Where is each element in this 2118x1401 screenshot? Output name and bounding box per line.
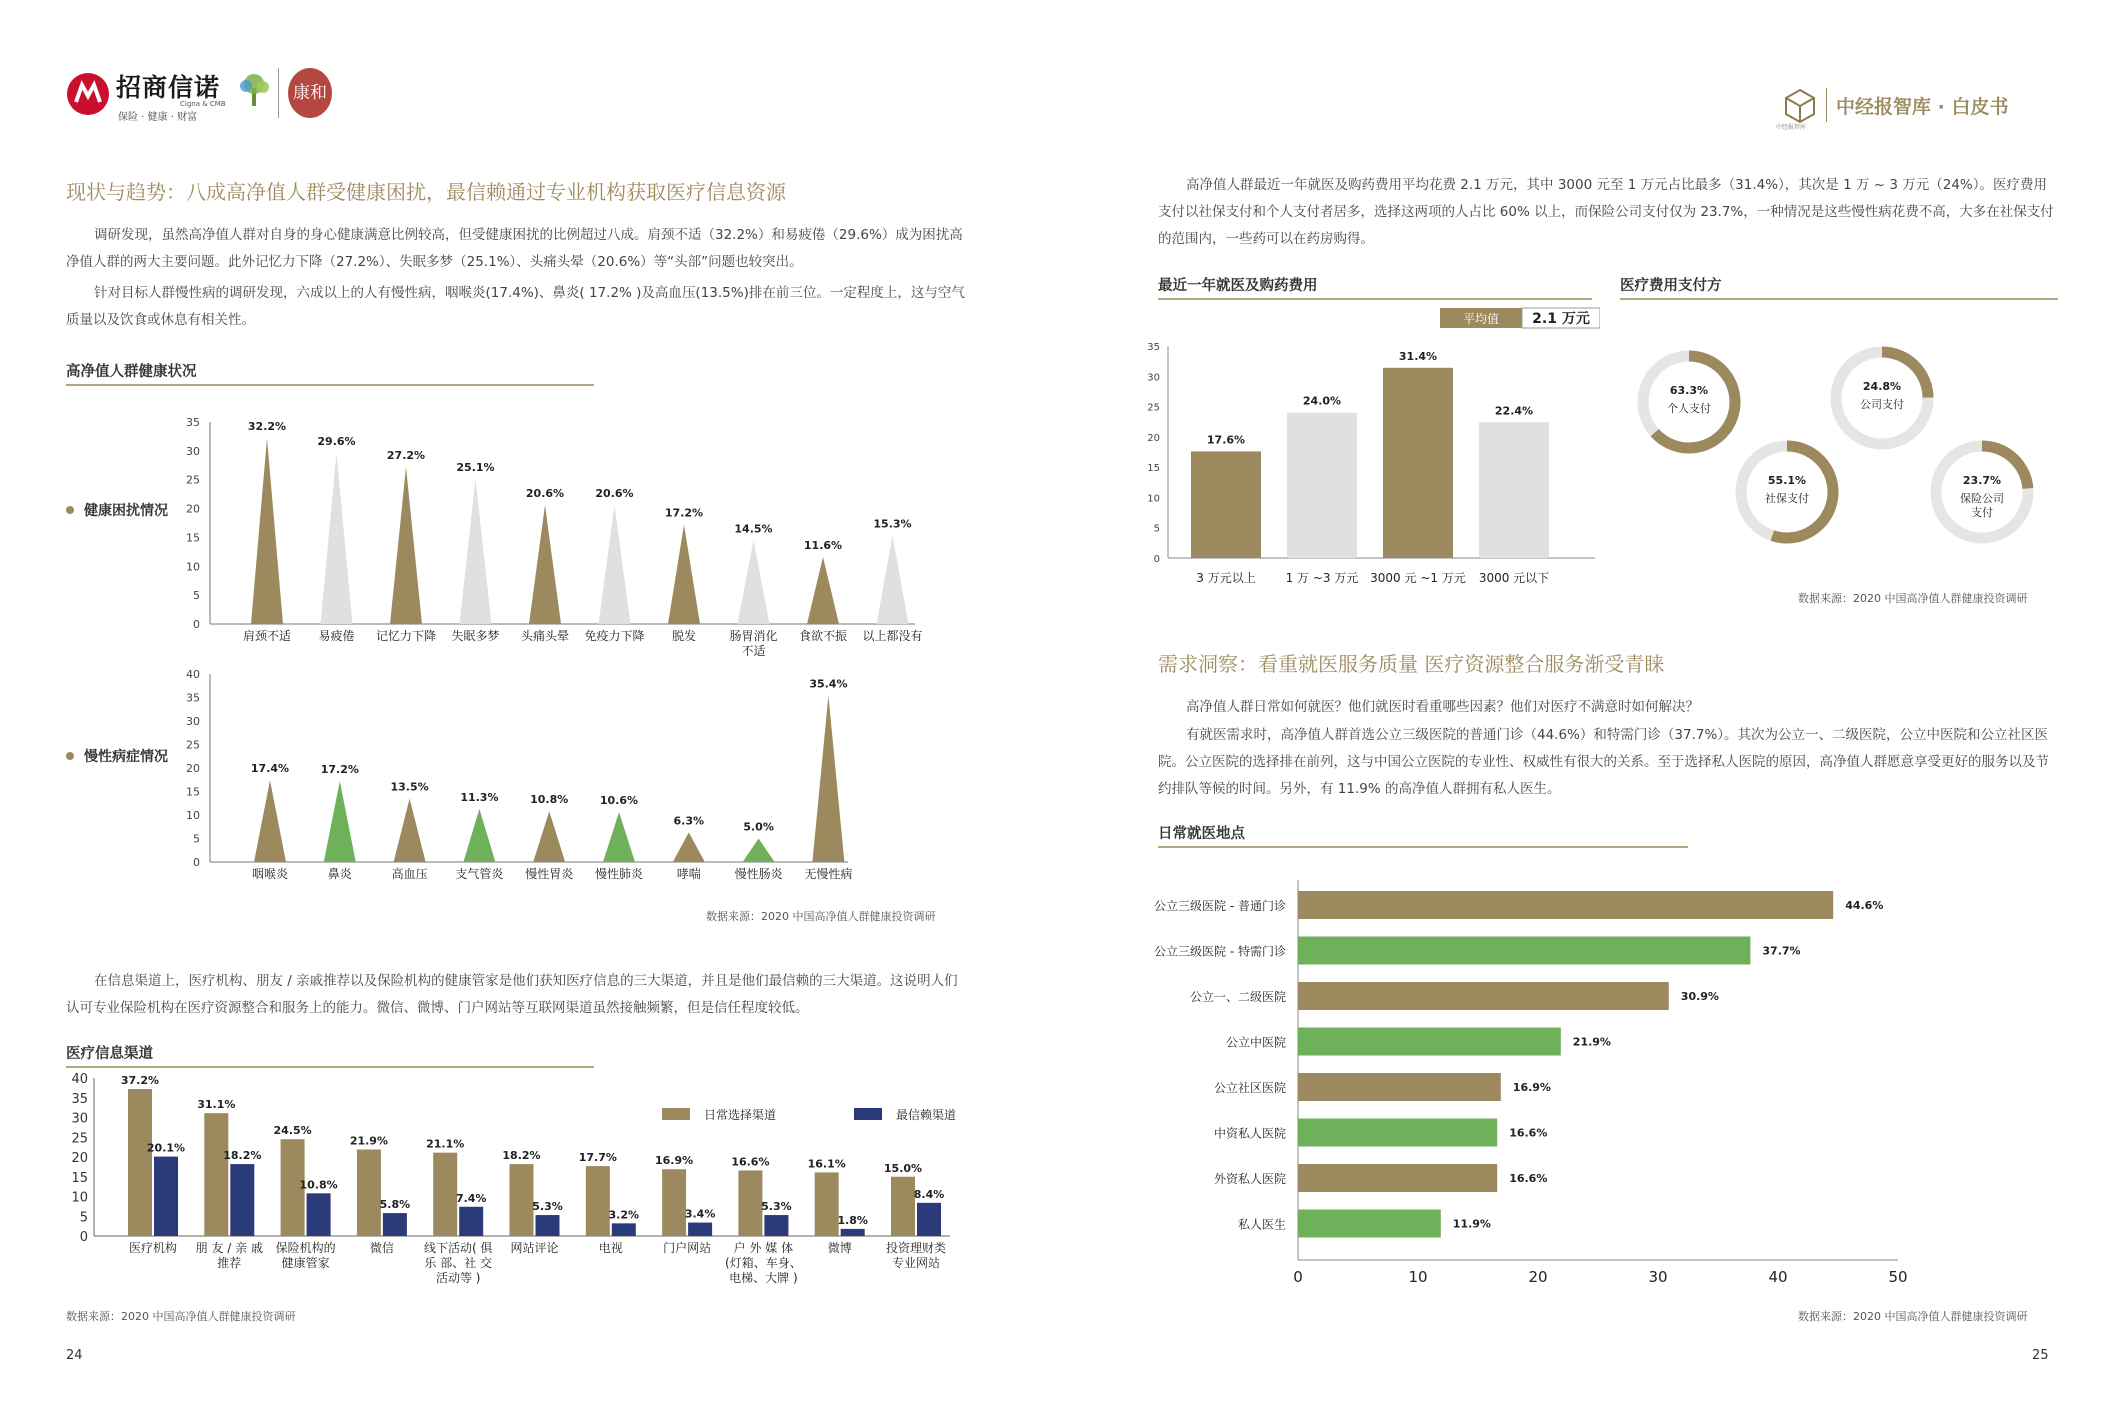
zjb-header xyxy=(1776,84,2040,131)
spike-mark xyxy=(394,799,426,862)
zjb-logo-small: 中经报智库 xyxy=(1776,124,1807,131)
data-label: 17.6% xyxy=(1206,433,1246,447)
data-label: 10.6% xyxy=(599,794,639,808)
category-label: 3000 元 ~1 万元 xyxy=(1370,571,1466,585)
data-label: 37.7% xyxy=(1762,944,1801,958)
x-tick-label: 0 xyxy=(1293,1268,1303,1286)
spike-mark xyxy=(324,781,356,862)
header-divider xyxy=(1826,88,1827,122)
paragraph-channels: 在信息渠道上，医疗机构、朋友 / 亲戚推荐以及保险机构的健康管家是他们获知医疗信息的三大渠道，并且是他们最信赖的三大渠道。这说明人们认可专业保险机构在医疗资源整合和服务上的能力。微信、微博、门户网站等互联网渠道虽然接触频繁，但是信任程度较低。 xyxy=(66,973,958,1016)
bar-mark xyxy=(459,1207,483,1236)
legend-swatch xyxy=(854,1108,882,1120)
y-tick-label: 35 xyxy=(1147,342,1160,353)
legend-label: 日常选择渠道 xyxy=(704,1108,777,1122)
y-tick-label: 30 xyxy=(71,1111,88,1127)
legend-swatch xyxy=(662,1108,690,1120)
data-label: 6.3% xyxy=(673,814,705,828)
data-label: 24.0% xyxy=(1302,394,1342,408)
category-label: 朋 友 / 亲 戚推荐 xyxy=(195,1241,263,1270)
x-tick-label: 30 xyxy=(1648,1268,1668,1286)
cigna-logo xyxy=(66,66,336,126)
category-label: 无慢性病 xyxy=(804,867,853,881)
series-label: 健康困扰情况 xyxy=(84,503,168,519)
data-label: 16.6% xyxy=(731,1155,770,1169)
data-label: 15.0% xyxy=(883,1161,923,1175)
y-tick-label: 35 xyxy=(186,691,200,705)
category-label: 记忆力下降 xyxy=(375,629,437,643)
category-label: 医疗机构 xyxy=(128,1241,178,1255)
category-label: 户 外 媒 体(灯箱、车身、电梯、大牌 ) xyxy=(725,1241,802,1285)
data-label: 20.6% xyxy=(525,487,565,501)
y-tick-label: 25 xyxy=(71,1131,88,1147)
category-label: 肩颈不适 xyxy=(242,629,292,643)
x-tick-label: 50 xyxy=(1888,1268,1908,1286)
category-label: 微信 xyxy=(369,1241,394,1255)
y-tick-label: 25 xyxy=(1147,402,1160,414)
y-tick-label: 5 xyxy=(79,1210,88,1226)
chart-title-rule xyxy=(1158,298,1592,300)
x-tick-label: 10 xyxy=(1408,1268,1428,1286)
data-label: 5.3% xyxy=(532,1200,563,1214)
category-label: 网站评论 xyxy=(510,1241,559,1255)
bar-mark xyxy=(1298,1073,1501,1101)
y-tick-label: 20 xyxy=(71,1151,88,1166)
y-tick-label: 20 xyxy=(186,762,200,775)
chronic-chart xyxy=(60,668,960,900)
data-label: 5.8% xyxy=(379,1198,411,1212)
data-label: 32.2% xyxy=(247,420,287,434)
logo-divider xyxy=(278,68,279,118)
data-label: 18.2% xyxy=(223,1149,262,1163)
data-label: 7.4% xyxy=(455,1191,487,1205)
y-tick-label: 5 xyxy=(193,832,200,846)
x-tick-label: 20 xyxy=(1528,1268,1548,1286)
data-label: 24.5% xyxy=(273,1124,312,1138)
bar-mark xyxy=(1298,1164,1497,1192)
spike-mark xyxy=(390,467,422,624)
bar-mark xyxy=(738,1170,762,1236)
seal-text: 康和 xyxy=(293,83,327,103)
data-label: 13.5% xyxy=(390,780,429,794)
chart-title-rule xyxy=(66,1066,594,1068)
category-label: 3 万元以上 xyxy=(1196,571,1256,585)
category-label: 公立社区医院 xyxy=(1213,1081,1286,1095)
category-label: 失眠多梦 xyxy=(451,629,500,643)
chart-title-hospital: 日常就医地点 xyxy=(1158,826,1245,842)
data-label: 1.8% xyxy=(837,1213,868,1227)
category-label: 门户网站 xyxy=(663,1241,712,1255)
y-tick-label: 20 xyxy=(186,502,200,516)
y-tick-label: 35 xyxy=(186,416,200,429)
spike-mark xyxy=(877,536,909,624)
bar-mark xyxy=(1298,1028,1561,1056)
y-tick-label: 0 xyxy=(79,1230,88,1245)
category-label: 公立一、二级医院 xyxy=(1189,990,1286,1004)
y-tick-label: 15 xyxy=(71,1170,88,1186)
page-number-right: 25 xyxy=(2032,1348,2049,1363)
spike-mark xyxy=(668,525,700,624)
y-tick-label: 0 xyxy=(193,618,200,631)
y-tick-label: 10 xyxy=(1147,493,1160,505)
y-tick-label: 40 xyxy=(71,1072,88,1087)
brand-tagline: 保险 · 健康 · 财富 xyxy=(118,112,198,123)
data-label: 30.9% xyxy=(1680,990,1719,1003)
spike-mark xyxy=(529,505,561,624)
category-label: 公立中医院 xyxy=(1225,1035,1286,1050)
data-label: 16.1% xyxy=(807,1157,846,1171)
page-number-left: 24 xyxy=(66,1348,83,1363)
donut-name: 社保支付 xyxy=(1765,492,1809,505)
section-title-trend: 现状与趋势：八成高净值人群受健康困扰，最信赖通过专业机构获取医疗信息资源 xyxy=(66,180,786,204)
bar-mark xyxy=(510,1164,534,1236)
channels-chart xyxy=(50,1070,980,1308)
bar-mark xyxy=(307,1193,331,1236)
bar-mark xyxy=(586,1166,610,1236)
donut-name: 个人支付 xyxy=(1667,402,1711,415)
bar-mark xyxy=(1191,451,1261,558)
bar-mark xyxy=(1287,413,1357,558)
category-label: 易疲倦 xyxy=(318,629,355,643)
x-tick-label: 40 xyxy=(1768,1268,1788,1286)
category-label: 微博 xyxy=(827,1241,852,1255)
bar-mark xyxy=(815,1172,839,1236)
bar-mark xyxy=(891,1177,915,1236)
data-label: 17.7% xyxy=(578,1151,617,1165)
bar-mark xyxy=(662,1169,686,1236)
spike-mark xyxy=(603,812,635,862)
legend-dot xyxy=(66,506,74,514)
bar-mark xyxy=(154,1157,178,1236)
data-label: 11.9% xyxy=(1452,1217,1491,1231)
bar-mark xyxy=(1298,891,1833,919)
data-label: 14.5% xyxy=(734,522,773,536)
series-label: 慢性病症情况 xyxy=(84,749,168,765)
category-label: 中资私人医院 xyxy=(1213,1126,1286,1141)
cmb-logo-icon xyxy=(66,72,110,116)
category-label: 脱发 xyxy=(671,629,697,643)
tree-icon xyxy=(236,70,272,110)
section-title-demand: 需求洞察：看重就医服务质量 医疗资源整合服务渐受青睐 xyxy=(1158,652,1665,676)
source-note-2: 数据来源：2020 中国高净值人群健康投资调研 xyxy=(66,1310,296,1323)
bar-mark xyxy=(764,1215,788,1236)
data-label: 8.4% xyxy=(913,1187,945,1201)
y-tick-label: 35 xyxy=(71,1091,88,1107)
y-tick-label: 25 xyxy=(186,738,200,752)
y-tick-label: 40 xyxy=(186,668,200,681)
y-tick-label: 0 xyxy=(1153,554,1160,565)
category-label: 免疫力下降 xyxy=(584,629,645,643)
category-label: 慢性肺炎 xyxy=(594,867,644,881)
bar-mark xyxy=(433,1153,457,1236)
y-tick-label: 10 xyxy=(186,809,200,822)
bar-mark xyxy=(1298,1210,1441,1238)
category-label: 线下活动( 俱乐 部、社 交活动等 ) xyxy=(423,1241,493,1285)
y-tick-label: 0 xyxy=(193,856,200,869)
donut-value: 55.1% xyxy=(1767,474,1807,487)
category-label: 公立三级医院 - 普通门诊 xyxy=(1154,899,1286,913)
category-label: 1 万 ~3 万元 xyxy=(1285,571,1359,585)
bar-mark xyxy=(230,1164,254,1236)
data-label: 27.2% xyxy=(386,449,426,463)
data-label: 21.9% xyxy=(1572,1035,1611,1049)
y-tick-label: 5 xyxy=(1153,523,1160,535)
hospital-chart xyxy=(1150,880,2070,1300)
brand-name: 招商信诺 xyxy=(116,73,221,102)
spike-mark xyxy=(251,438,283,624)
chart-title-health: 高净值人群健康状况 xyxy=(66,364,197,380)
category-label: 食欲不振 xyxy=(798,629,848,643)
data-label: 21.9% xyxy=(349,1134,388,1148)
chart-title-rule xyxy=(1620,298,2058,300)
cost-chart xyxy=(1140,302,1600,592)
y-tick-label: 30 xyxy=(186,444,200,458)
data-label: 10.8% xyxy=(530,793,569,807)
spike-mark xyxy=(812,696,844,862)
category-label: 外资私人医院 xyxy=(1213,1172,1286,1186)
category-label: 头痛头晕 xyxy=(520,629,570,643)
legend-dot xyxy=(66,752,74,760)
bar-mark xyxy=(1298,937,1750,965)
donut-name: 公司支付 xyxy=(1860,398,1904,411)
spike-mark xyxy=(463,809,495,862)
spike-mark xyxy=(533,811,565,862)
data-label: 11.3% xyxy=(460,790,499,804)
bar-mark xyxy=(357,1149,381,1236)
avg-value: 2.1 万元 xyxy=(1532,311,1590,327)
data-label: 16.9% xyxy=(655,1154,694,1168)
source-note-4: 数据来源：2020 中国高净值人群健康投资调研 xyxy=(1798,1310,2028,1323)
spike-mark xyxy=(321,453,353,624)
category-label: 3000 元以下 xyxy=(1478,571,1550,585)
bar-mark xyxy=(1383,368,1453,558)
category-label: 保险机构的健康管家 xyxy=(275,1241,336,1270)
box-logo-icon xyxy=(1780,86,1820,126)
data-label: 3.2% xyxy=(608,1208,640,1222)
data-label: 17.2% xyxy=(664,506,704,520)
paragraph-cost-intro: 高净值人群最近一年就医及购药费用平均花费 2.1 万元，其中 3000 元至 1 万元占比最多（31.4%），其次是 1 万 ~ 3 万元（24%）。医疗费用支付以社保支付和个人支付者居多，选择这两项的人占比 60% 以上，而保险公司支付仅为 23.7%，一种情况是这些慢性病花费不高，大多在社保支付的范围内，一些药可以在药房购得。 xyxy=(1158,177,2054,247)
spike-mark xyxy=(743,839,775,863)
avg-label: 平均值 xyxy=(1462,312,1500,326)
donut-value: 63.3% xyxy=(1669,384,1709,397)
y-tick-label: 5 xyxy=(193,589,200,603)
data-label: 15.3% xyxy=(873,517,912,531)
paragraph-question: 高净值人群日常如何就医？他们就医时看重哪些因素？他们对医疗不满意时如何解决？ xyxy=(1186,699,1699,715)
category-label: 慢性肠炎 xyxy=(734,867,783,881)
header-brand-title: 中经报智库 · 白皮书 xyxy=(1836,96,2009,118)
source-note-1: 数据来源：2020 中国高净值人群健康投资调研 xyxy=(706,910,936,923)
bar-mark xyxy=(536,1215,560,1236)
y-tick-label: 10 xyxy=(71,1190,88,1206)
data-label: 35.4% xyxy=(809,677,848,691)
y-tick-label: 15 xyxy=(1147,463,1160,475)
y-tick-label: 15 xyxy=(186,531,200,545)
paragraph-1: 调研发现，虽然高净值人群对自身的身心健康满意比例较高，但受健康困扰的比例超过八成。肩颈不适（32.2%）和易疲倦（29.6%）成为困扰高净值人群的两大主要问题。此外记忆力下降（27.2%）、失眠多梦（25.1%）、头痛头晕（20.6%）等“头部”问题也较突出。 xyxy=(66,227,963,270)
data-label: 5.3% xyxy=(761,1200,792,1214)
category-label: 慢性胃炎 xyxy=(525,867,574,881)
chart-title-rule xyxy=(1158,846,1688,848)
y-tick-label: 10 xyxy=(186,560,200,574)
category-label: 以上都没有 xyxy=(862,629,923,643)
bar-mark xyxy=(383,1213,407,1236)
y-tick-label: 25 xyxy=(186,473,200,487)
data-label: 5.0% xyxy=(743,820,774,834)
data-label: 17.2% xyxy=(320,763,359,777)
category-label: 肠胃消化不适 xyxy=(729,629,778,658)
category-label: 支气管炎 xyxy=(455,867,504,881)
paragraph-2: 针对目标人群慢性病的调研发现，六成以上的人有慢性病，咽喉炎(17.4%)、鼻炎( 17.2% )及高血压(13.5%)排在前三位。一定程度上，这与空气质量以及饮食或休息有相关性。 xyxy=(66,285,965,328)
data-label: 25.1% xyxy=(456,461,495,475)
category-label: 电视 xyxy=(598,1241,623,1255)
data-label: 29.6% xyxy=(317,435,356,449)
data-label: 16.6% xyxy=(1509,1126,1548,1140)
data-label: 17.4% xyxy=(250,762,290,776)
data-label: 21.1% xyxy=(426,1137,465,1151)
category-label: 公立三级医院 - 特需门诊 xyxy=(1154,944,1286,959)
chart-title-channels: 医疗信息渠道 xyxy=(66,1046,153,1062)
payment-chart xyxy=(1620,330,2060,560)
bar-mark xyxy=(688,1223,712,1236)
spike-mark xyxy=(673,832,705,862)
paragraph-hospital: 有就医需求时，高净值人群首选公立三级医院的普通门诊（44.6%）和特需门诊（37.7%）。其次为公立一、二级医院，公立中医院和公立社区医院。公立医院的选择排在前列，这与中国公立医院的专业性、权威性有很大的关系。至于选择私人医院的原因，高净值人群愿意享受更好的服务以及节约排队等候的时间。另外，有 11.9% 的高净值人群拥有私人医生。 xyxy=(1158,727,2049,797)
data-label: 16.6% xyxy=(1509,1172,1548,1185)
data-label: 3.4% xyxy=(684,1207,716,1221)
category-label: 哮喘 xyxy=(676,867,701,881)
data-label: 44.6% xyxy=(1845,899,1884,912)
spike-mark xyxy=(254,780,286,862)
data-label: 20.6% xyxy=(595,487,634,501)
data-label: 20.1% xyxy=(146,1141,186,1155)
bar-mark xyxy=(1479,422,1549,558)
chart-title-cost: 最近一年就医及购药费用 xyxy=(1158,278,1318,294)
health-chart xyxy=(60,406,960,668)
spike-mark xyxy=(807,557,839,624)
bar-mark xyxy=(612,1223,636,1236)
bar-mark xyxy=(128,1089,152,1236)
spike-mark xyxy=(599,505,631,624)
y-tick-label: 20 xyxy=(1147,432,1160,444)
bar-mark xyxy=(204,1113,228,1236)
source-note-3: 数据来源：2020 中国高净值人群健康投资调研 xyxy=(1798,592,2028,605)
y-tick-label: 30 xyxy=(186,715,200,728)
spike-mark xyxy=(460,479,492,624)
data-label: 31.4% xyxy=(1398,349,1438,363)
seal-logo xyxy=(288,68,332,118)
bar-mark xyxy=(917,1203,941,1236)
data-label: 10.8% xyxy=(299,1178,338,1192)
data-label: 18.2% xyxy=(502,1149,541,1163)
category-label: 高血压 xyxy=(391,867,428,881)
category-label: 鼻炎 xyxy=(327,867,352,881)
category-label: 私人医生 xyxy=(1237,1217,1286,1232)
data-label: 16.9% xyxy=(1512,1081,1551,1094)
data-label: 31.1% xyxy=(197,1098,236,1112)
bar-mark xyxy=(1298,982,1669,1010)
y-tick-label: 30 xyxy=(1147,372,1160,384)
bar-mark xyxy=(1298,1119,1497,1147)
category-label: 咽喉炎 xyxy=(251,867,289,881)
chart-title-payment: 医疗费用支付方 xyxy=(1620,278,1722,294)
donut-value: 24.8% xyxy=(1862,380,1902,393)
brand-name-en: Cigna & CMB xyxy=(180,100,226,108)
data-label: 22.4% xyxy=(1494,404,1534,418)
chart-title-rule xyxy=(66,384,594,386)
donut-value: 23.7% xyxy=(1962,474,2002,487)
category-label: 投资理财类专业网站 xyxy=(885,1241,947,1270)
legend-label: 最信赖渠道 xyxy=(896,1108,957,1122)
donut-name: 保险公司支付 xyxy=(1960,492,2004,519)
y-tick-label: 15 xyxy=(186,785,200,799)
bar-mark xyxy=(841,1229,865,1236)
spike-mark xyxy=(738,540,770,624)
data-label: 37.2% xyxy=(120,1074,160,1088)
data-label: 11.6% xyxy=(803,539,843,553)
